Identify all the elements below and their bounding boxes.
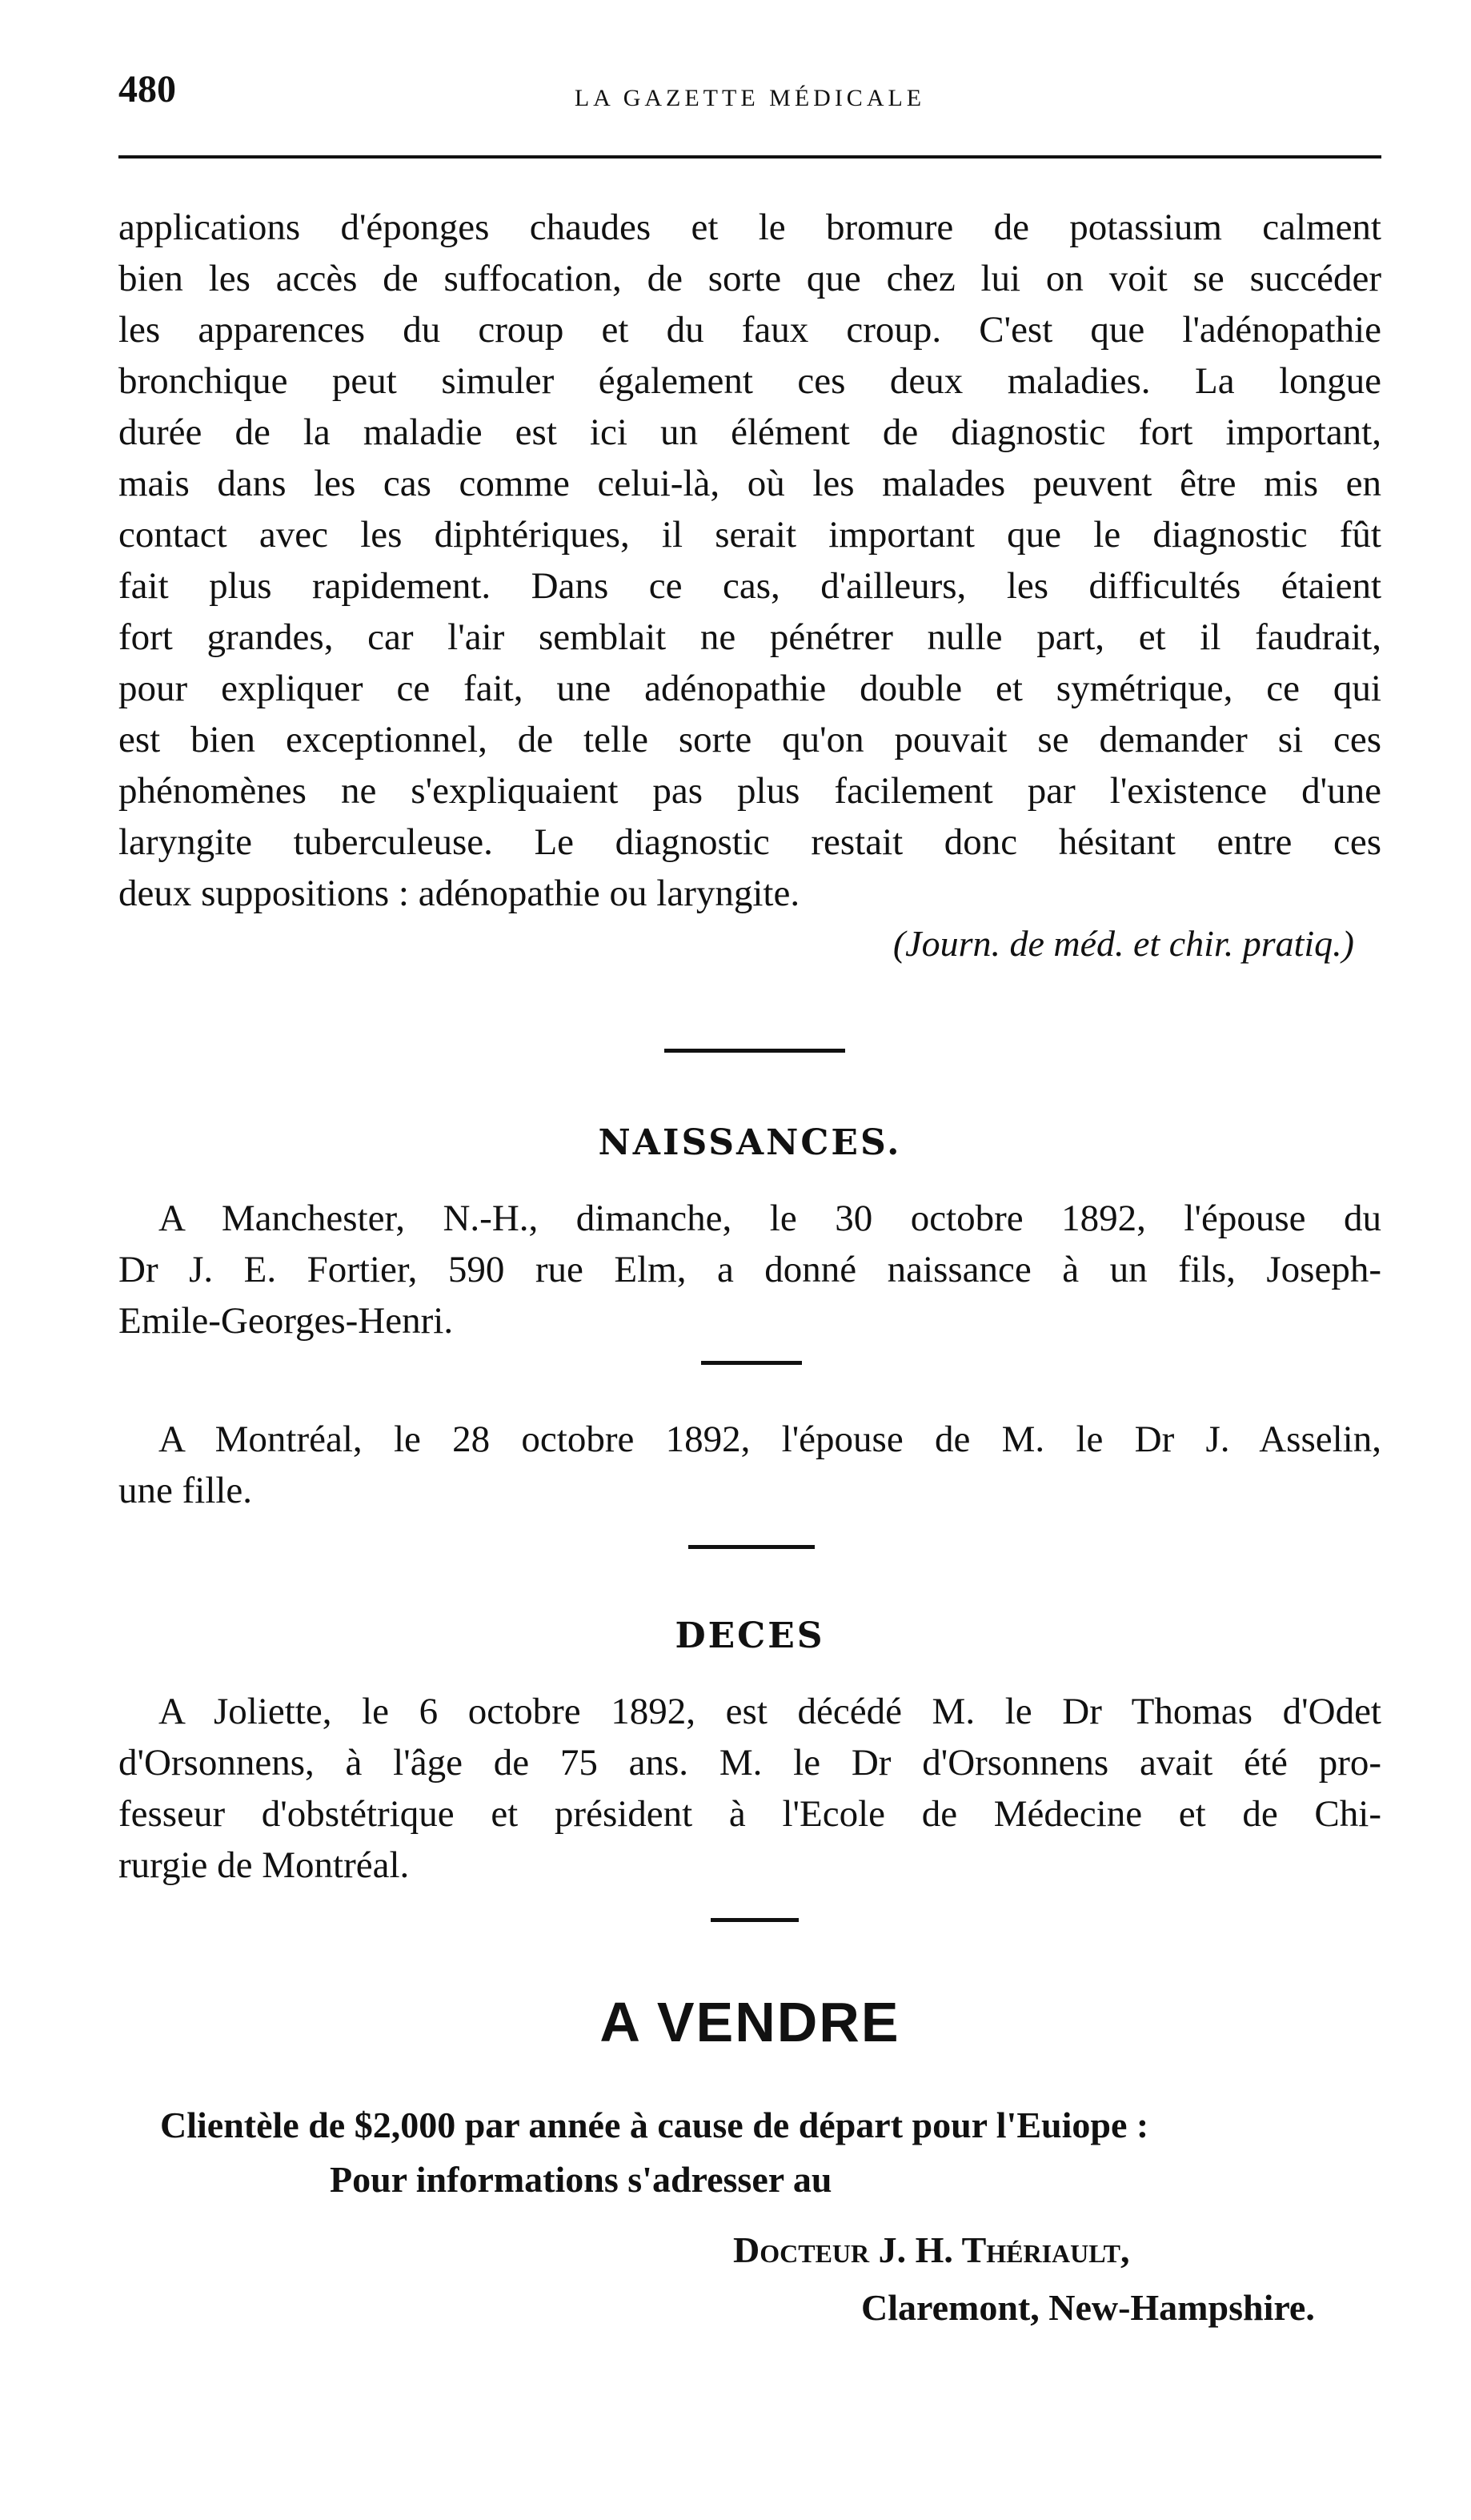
notice-divider bbox=[701, 1361, 802, 1365]
article-line: contact avec les diphtériques, il serait important que le diagnostic fût bbox=[118, 514, 1381, 556]
section-divider bbox=[664, 1049, 845, 1053]
for-sale-heading: A VENDRE bbox=[599, 1991, 900, 2053]
article-line: applications d'éponges chaudes et le bromure de potassium calment bbox=[118, 207, 1381, 248]
article-line: mais dans les cas comme celui-là, où les malades peuvent être mis en bbox=[118, 463, 1381, 504]
notice-line: fesseur d'obstétrique et président à l'Ecole de Médecine et de Chi- bbox=[118, 1793, 1381, 1835]
notice-line: A Joliette, le 6 octobre 1892, est décédé M. le Dr Thomas d'Odet bbox=[158, 1691, 1381, 1732]
notice-line: Emile-Georges-Henri. bbox=[118, 1300, 454, 1342]
notice-line: Dr J. E. Fortier, 590 rue Elm, a donné naissance à un fils, Joseph- bbox=[118, 1249, 1381, 1290]
article-line: laryngite tuberculeuse. Le diagnostic restait donc hésitant entre ces bbox=[118, 821, 1381, 863]
article-line: pour expliquer ce fait, une adénopathie double et symétrique, ce qui bbox=[118, 668, 1381, 709]
article-line: phénomènes ne s'expliquaient pas plus facilement par l'existence d'une bbox=[118, 770, 1381, 812]
notice-line: A Montréal, le 28 octobre 1892, l'épouse de M. le Dr J. Asselin, bbox=[158, 1419, 1381, 1460]
article-line: durée de la maladie est ici un élément de diagnostic fort important, bbox=[118, 411, 1381, 453]
article-line: deux suppositions : adénopathie ou laryngite. bbox=[118, 873, 800, 914]
page-number: 480 bbox=[118, 68, 176, 110]
signature: Docteur J. H. Thériault, bbox=[733, 2229, 1130, 2270]
naissances-heading: NAISSANCES. bbox=[598, 1122, 902, 1163]
page-header bbox=[118, 67, 1381, 123]
notice-line: A Manchester, N.-H., dimanche, le 30 octobre 1892, l'épouse du bbox=[158, 1198, 1381, 1239]
notice-line: rurgie de Montréal. bbox=[118, 1844, 410, 1886]
article-line: fait plus rapidement. Dans ce cas, d'ailleurs, les difficultés étaient bbox=[118, 565, 1381, 607]
article-body bbox=[118, 202, 1381, 919]
section-divider bbox=[711, 1918, 799, 1922]
for-sale-line: Pour informations s'adresser au bbox=[330, 2159, 832, 2200]
section-divider bbox=[688, 1545, 815, 1549]
death-notice bbox=[118, 1686, 1381, 1891]
notice-line: une fille. bbox=[118, 1470, 253, 1511]
birth-notice-manchester bbox=[118, 1193, 1381, 1346]
birth-notice-montreal bbox=[118, 1414, 1381, 1516]
article-line: bien les accès de suffocation, de sorte que chez lui on voit se succéder bbox=[118, 258, 1381, 299]
running-title: LA GAZETTE MÉDICALE bbox=[574, 85, 926, 111]
deces-heading: DECES bbox=[675, 1615, 825, 1656]
article-line: bronchique peut simuler également ces deux maladies. La longue bbox=[118, 360, 1381, 402]
article-line: les apparences du croup et du faux croup. C'est que l'adénopathie bbox=[118, 309, 1381, 351]
notice-line: d'Orsonnens, à l'âge de 75 ans. M. le Dr d'Orsonnens avait été pro- bbox=[118, 1742, 1381, 1784]
article-line: fort grandes, car l'air semblait ne pénétrer nulle part, et il faudrait, bbox=[118, 616, 1381, 658]
article-line: est bien exceptionnel, de telle sorte qu'on pouvait se demander si ces bbox=[118, 719, 1381, 760]
for-sale-line: Clientèle de $2,000 par année à cause de départ pour l'Euiope : bbox=[160, 2105, 1149, 2145]
citation: (Journ. de méd. et chir. pratiq.) bbox=[892, 923, 1354, 964]
signature-location: Claremont, New-Hampshire. bbox=[861, 2287, 1315, 2328]
header-rule bbox=[118, 155, 1381, 159]
